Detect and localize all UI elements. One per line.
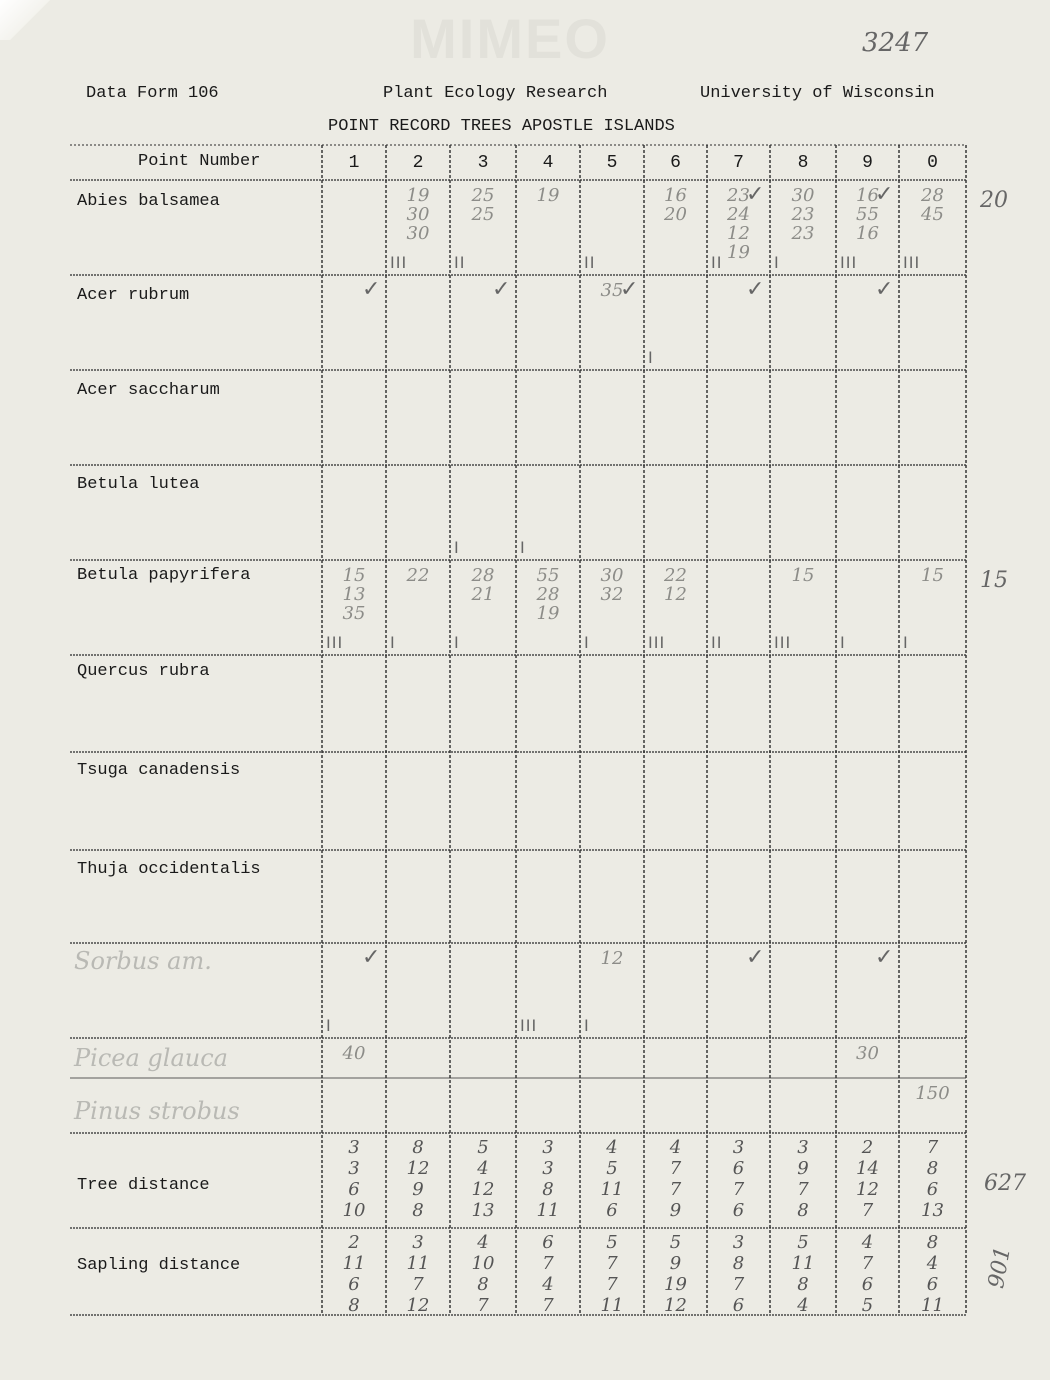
- row-label-handwritten: Sorbus am.: [74, 947, 212, 975]
- cell-value: 150: [915, 1083, 950, 1104]
- cell-value: 2 11 6 8: [342, 1232, 366, 1316]
- check-mark: ✓: [746, 945, 765, 970]
- column-number: 0: [927, 153, 938, 173]
- column-number: 8: [797, 153, 809, 173]
- tally-mark: I: [390, 633, 396, 652]
- tally-mark: II: [711, 253, 723, 272]
- margin-note: 20: [980, 188, 1008, 213]
- column-number: 4: [542, 153, 554, 173]
- check-mark: ✓: [492, 277, 511, 302]
- check-mark: ✓: [875, 182, 894, 207]
- cell-value: 30: [856, 1043, 879, 1064]
- cell-value: 3 9 7 8: [797, 1137, 809, 1221]
- row-label-handwritten: Picea glauca: [74, 1044, 228, 1072]
- cell-value: 19: [536, 185, 560, 206]
- cell-value: 3 3 6 10: [342, 1137, 366, 1221]
- row-label: Thuja occidentalis: [77, 860, 261, 879]
- cell-value: 5 11 8 4: [791, 1232, 815, 1316]
- cell-value: 2 14 12 7: [856, 1137, 879, 1221]
- cell-value: 4 10 8 7: [471, 1232, 495, 1316]
- column-number: 5: [606, 153, 618, 173]
- tally-mark: III: [520, 1016, 538, 1035]
- cell-value: 15: [791, 565, 815, 586]
- tally-mark: I: [454, 538, 460, 557]
- cell-value: 5 7 7 11: [600, 1232, 624, 1316]
- tally-mark: III: [390, 253, 408, 272]
- column-number: 9: [862, 153, 873, 173]
- form-number: Data Form 106: [86, 84, 219, 103]
- archive-number: 3247: [862, 28, 929, 58]
- tally-mark: III: [326, 633, 344, 652]
- tally-mark: I: [520, 538, 526, 557]
- cell-value: 6 7 4 7: [542, 1232, 554, 1316]
- form-title: POINT RECORD TREES APOSTLE ISLANDS: [328, 117, 675, 136]
- tally-mark: I: [326, 1016, 332, 1035]
- margin-note: 627: [984, 1171, 1026, 1196]
- row-label-handwritten: Pinus strobus: [74, 1097, 240, 1125]
- tally-mark: I: [584, 1016, 590, 1035]
- tally-mark: III: [774, 633, 792, 652]
- tally-mark: I: [903, 633, 909, 652]
- cell-value: 15: [921, 565, 944, 586]
- row-label: Tree distance: [77, 1176, 210, 1195]
- cell-value: 4 7 7 9: [669, 1137, 682, 1221]
- cell-value: 7 8 6 13: [921, 1137, 944, 1221]
- tally-mark: I: [840, 633, 846, 652]
- column-number: 1: [348, 153, 360, 173]
- cell-value: 35: [600, 280, 624, 301]
- cell-value: 28 45: [921, 185, 944, 225]
- tally-mark: II: [454, 253, 466, 272]
- cell-value: 28 21: [471, 565, 495, 605]
- check-mark: ✓: [362, 945, 381, 970]
- cell-value: 4 5 11 6: [600, 1137, 624, 1221]
- tally-mark: III: [840, 253, 858, 272]
- cell-value: 25 25: [471, 185, 495, 225]
- cell-value: 3 11 7 12: [406, 1232, 430, 1316]
- cell-value: 5 9 19 12: [664, 1232, 687, 1316]
- column-number: 2: [412, 153, 424, 173]
- cell-value: 8 12 9 8: [406, 1137, 430, 1221]
- cell-value: 30 23 23: [791, 185, 815, 244]
- cell-value: 40: [342, 1043, 366, 1064]
- cell-value: 22 12: [664, 565, 687, 605]
- cell-value: 16 55 16: [856, 185, 879, 244]
- column-number: 7: [733, 153, 744, 173]
- cell-value: 19 30 30: [406, 185, 430, 244]
- cell-value: 3 8 7 6: [732, 1232, 745, 1316]
- cell-value: 22: [406, 565, 430, 586]
- row-label: Acer rubrum: [77, 286, 190, 305]
- cell-value: 3 3 8 11: [536, 1137, 560, 1221]
- cell-value: 3 6 7 6: [732, 1137, 745, 1221]
- check-mark: ✓: [746, 277, 765, 302]
- row-label: Abies balsamea: [77, 192, 220, 211]
- row-label: Acer saccharum: [77, 381, 220, 400]
- tally-mark: I: [454, 633, 460, 652]
- check-mark: ✓: [746, 182, 765, 207]
- point-number-label: Point Number: [138, 152, 261, 171]
- tally-mark: III: [903, 253, 921, 272]
- check-mark: ✓: [620, 277, 639, 302]
- cell-value: 23 24 12 19: [727, 185, 750, 263]
- project-name: Plant Ecology Research: [383, 84, 608, 103]
- cell-value: 8 4 6 11: [921, 1232, 944, 1316]
- cell-value: 12: [600, 948, 624, 969]
- cell-value: 30 32: [600, 565, 624, 605]
- cell-value: 4 7 6 5: [861, 1232, 874, 1316]
- row-label: Quercus rubra: [77, 662, 210, 681]
- row-label: Betula lutea: [77, 475, 200, 494]
- margin-note: 901: [984, 1244, 1016, 1291]
- column-number: 3: [477, 153, 489, 173]
- row-label: Betula papyrifera: [77, 566, 251, 585]
- column-number: 6: [670, 153, 681, 173]
- tally-mark: II: [711, 633, 723, 652]
- row-label: Tsuga canadensis: [77, 761, 241, 780]
- cell-value: 16 20: [664, 185, 687, 225]
- cell-value: 15 13 35: [342, 565, 366, 624]
- watermark: MIMEO: [410, 7, 610, 70]
- cell-value: 5 4 12 13: [471, 1137, 495, 1221]
- tally-mark: I: [584, 633, 590, 652]
- tally-mark: I: [648, 348, 654, 367]
- tally-mark: II: [584, 253, 596, 272]
- row-label: Sapling distance: [77, 1256, 241, 1275]
- tally-mark: I: [774, 253, 780, 272]
- check-mark: ✓: [875, 277, 894, 302]
- check-mark: ✓: [362, 277, 381, 302]
- institution-name: University of Wisconsin: [700, 84, 935, 103]
- tally-mark: III: [648, 633, 666, 652]
- check-mark: ✓: [875, 945, 894, 970]
- cell-value: 55 28 19: [536, 565, 560, 624]
- margin-note: 15: [980, 568, 1008, 593]
